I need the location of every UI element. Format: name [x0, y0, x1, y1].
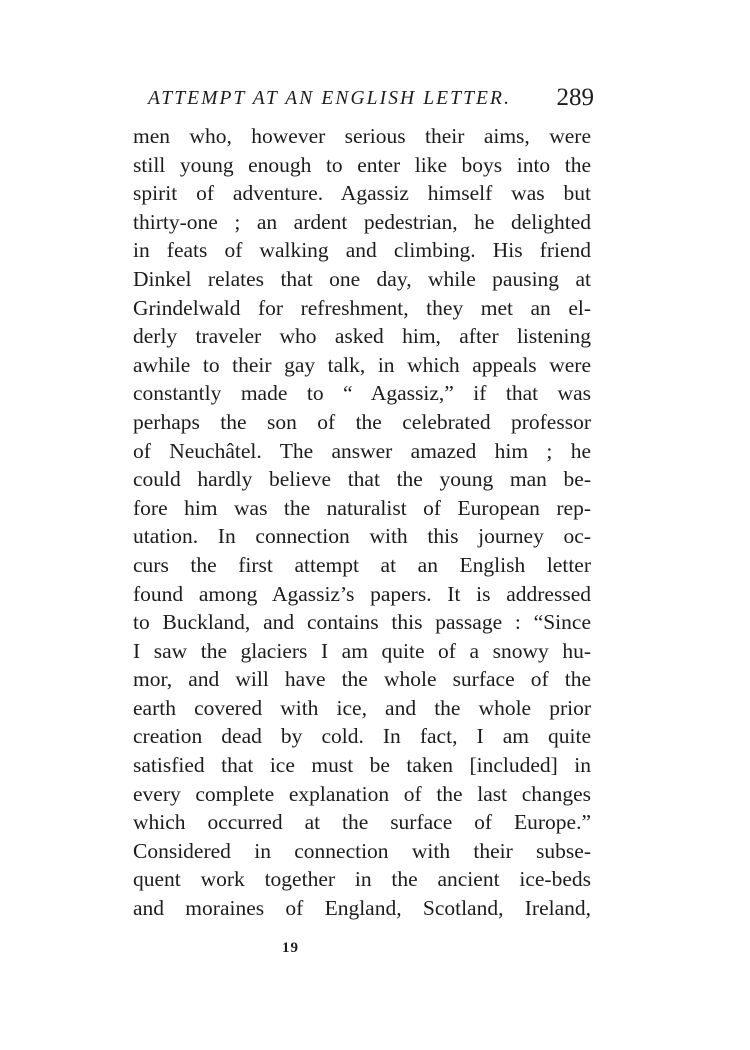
- text-line: earth covered with ice, and the whole prior: [133, 695, 591, 720]
- text-line: Considered in connection with their subse-: [133, 838, 591, 863]
- signature-mark: 19: [282, 940, 299, 956]
- text-line: I saw the glaciers I am quite of a snowy hu-: [133, 638, 591, 663]
- text-line: of Neuchâtel. The answer amazed him ; he: [133, 438, 591, 463]
- text-line: awhile to their gay talk, in which appeals were: [133, 352, 591, 377]
- text-line: in feats of walking and climbing. His friend: [133, 238, 591, 263]
- text-line: creation dead by cold. In fact, I am quite: [133, 724, 591, 749]
- text-line: constantly made to “ Agassiz,” if that was: [133, 381, 591, 406]
- text-line: thirty-one ; an ardent pedestrian, he delighted: [133, 209, 591, 234]
- text-line: Dinkel relates that one day, while pausing at: [133, 266, 591, 291]
- running-head: [148, 84, 594, 114]
- text-line: to Buckland, and contains this passage : “Since: [133, 610, 591, 635]
- running-title: ATTEMPT AT AN ENGLISH LETTER.: [148, 88, 512, 109]
- text-line: spirit of adventure. Agassiz himself was but: [133, 181, 591, 206]
- text-line: perhaps the son of the celebrated professor: [133, 409, 591, 434]
- text-line: fore him was the naturalist of European rep-: [133, 495, 591, 520]
- text-line: quent work together in the ancient ice-beds: [133, 867, 591, 892]
- text-line: Grindelwald for refreshment, they met an el-: [133, 295, 591, 320]
- text-line: mor, and will have the whole surface of the: [133, 667, 591, 692]
- text-line: still young enough to enter like boys into the: [133, 152, 591, 177]
- text-line: and moraines of England, Scotland, Ireland,: [133, 896, 591, 921]
- text-line: curs the first attempt at an English letter: [133, 552, 591, 577]
- page-number: 289: [556, 84, 594, 111]
- text-line: which occurred at the surface of Europe.”: [133, 810, 591, 835]
- text-line: utation. In connection with this journey oc-: [133, 524, 591, 549]
- text-line: satisfied that ice must be taken [included] in: [133, 753, 591, 778]
- text-line: found among Agassiz’s papers. It is addressed: [133, 581, 591, 606]
- body-text: [133, 122, 591, 923]
- text-line: men who, however serious their aims, were: [133, 124, 591, 148]
- text-line: every complete explanation of the last changes: [133, 781, 591, 806]
- text-line: could hardly believe that the young man be-: [133, 467, 591, 492]
- text-line: derly traveler who asked him, after listening: [133, 324, 591, 349]
